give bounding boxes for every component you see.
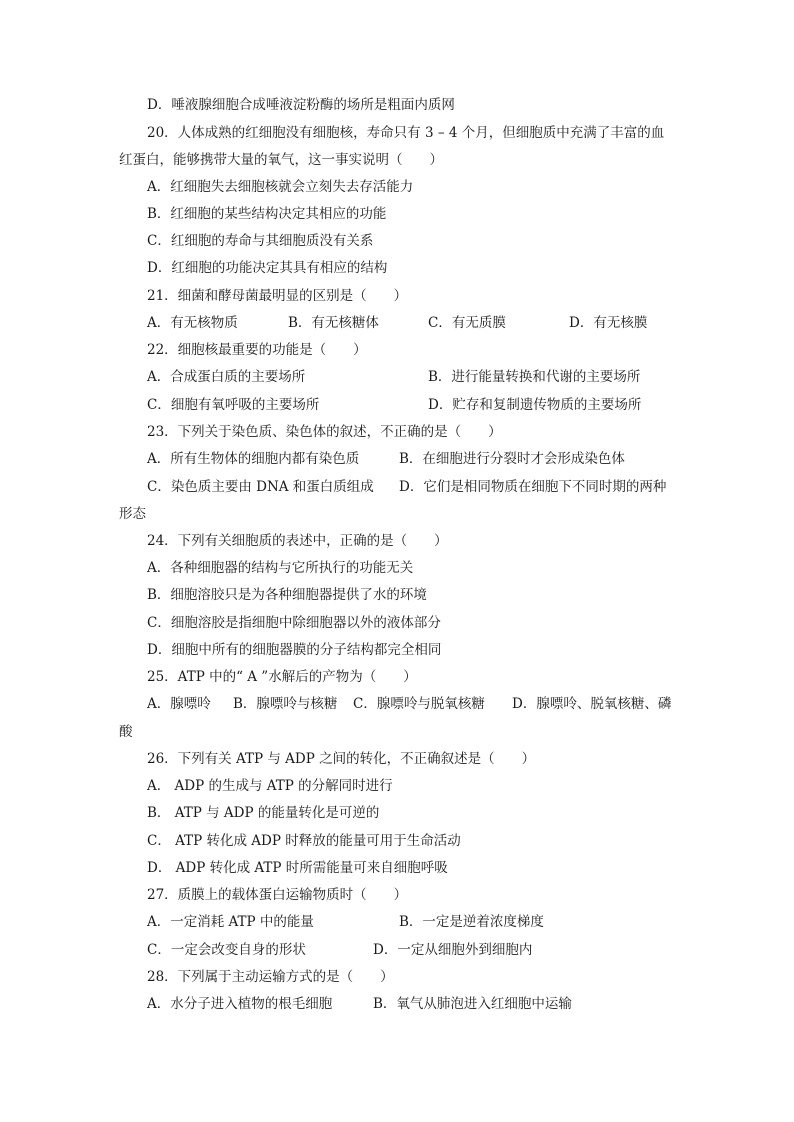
q26-option-c: C． ATP 转化成 ADP 时释放的能量可用于生命活动 xyxy=(147,833,461,849)
q20-option-c: C．红细胞的寿命与其细胞质没有关系 xyxy=(147,233,374,249)
q27-option-d: D．一定从细胞外到细胞内 xyxy=(373,942,533,958)
q21-option-d: D．有无核膜 xyxy=(569,315,648,331)
q20-option-d: D．红细胞的功能决定其具有相应的结构 xyxy=(147,260,388,276)
q22-option-a: A．合成蛋白质的主要场所 xyxy=(147,369,306,385)
q24-option-d: D．细胞中所有的细胞器膜的分子结构都完全相同 xyxy=(147,642,442,658)
q26-stem: 26．下列有关 ATP 与 ADP 之间的转化，不正确叙述是（ ） xyxy=(147,751,536,767)
q22-option-b: B．进行能量转换和代谢的主要场所 xyxy=(428,369,641,385)
q21-option-a: A．有无核物质 xyxy=(147,315,238,331)
q20-stem-line-1: 20．人体成熟的红细胞没有细胞核，寿命只有 3 – 4 个月，但细胞质中充满了丰富的血 xyxy=(147,125,665,141)
q28-option-a: A．水分子进入植物的根毛细胞 xyxy=(147,996,333,1012)
q25-option-d-continuation: 酸 xyxy=(119,724,133,740)
q19-option-d: D．唾液腺细胞合成唾液淀粉酶的场所是粗面内质网 xyxy=(147,97,455,113)
q23-option-a: A．所有生物体的细胞内都有染色质 xyxy=(147,451,360,467)
q22-option-d: D．贮存和复制遗传物质的主要场所 xyxy=(428,397,642,413)
q24-option-b: B．细胞溶胶只是为各种细胞器提供了水的环境 xyxy=(147,587,427,603)
q20-stem-line-2: 红蛋白，能够携带大量的氧气，这一事实说明（ ） xyxy=(119,152,443,168)
q23-option-b: B．在细胞进行分裂时才会形成染色体 xyxy=(399,451,625,467)
q25-stem: 25．ATP 中的“ A ”水解后的产物为（ ） xyxy=(147,669,417,685)
q23-option-d-continuation: 形态 xyxy=(119,506,146,522)
q23-option-d: D．它们是相同物质在细胞下不同时期的两种 xyxy=(399,479,667,495)
q21-option-c: C．有无质膜 xyxy=(428,315,506,331)
q27-option-a: A．一定消耗 ATP 中的能量 xyxy=(147,914,314,930)
q27-option-b: B．一定是逆着浓度梯度 xyxy=(399,914,544,930)
q20-option-a: A．红细胞失去细胞核就会立刻失去存活能力 xyxy=(147,179,414,195)
q26-option-a: A． ADP 的生成与 ATP 的分解同时进行 xyxy=(147,778,393,794)
q24-option-c: C．细胞溶胶是指细胞中除细胞器以外的液体部分 xyxy=(147,615,441,631)
q25-option-a: A．腺嘌呤 xyxy=(147,696,211,712)
q20-option-b: B．红细胞的某些结构决定其相应的功能 xyxy=(147,206,387,222)
q21-stem: 21．细菌和酵母菌最明显的区别是（ ） xyxy=(147,288,408,304)
q22-option-c: C．细胞有氧呼吸的主要场所 xyxy=(147,397,320,413)
q27-stem: 27．质膜上的载体蛋白运输物质时（ ） xyxy=(147,887,408,903)
q23-stem: 23．下列关于染色质、染色体的叙述，不正确的是（ ） xyxy=(147,424,502,440)
q24-option-a: A．各种细胞器的结构与它所执行的功能无关 xyxy=(147,560,414,576)
q24-stem: 24．下列有关细胞质的表述中，正确的是（ ） xyxy=(147,533,448,549)
q28-stem: 28．下列属于主动运输方式的是（ ） xyxy=(147,969,394,985)
q25-option-d: D．腺嘌呤、脱氧核糖、磷 xyxy=(512,696,672,712)
q26-option-b: B． ATP 与 ADP 的能量转化是可逆的 xyxy=(147,805,380,821)
q25-option-c: C．腺嘌呤与脱氧核糖 xyxy=(353,696,485,712)
q28-option-b: B．氧气从肺泡进入红细胞中运输 xyxy=(373,996,572,1012)
q22-stem: 22．细胞核最重要的功能是（ ） xyxy=(147,342,367,358)
q21-option-b: B．有无核糖体 xyxy=(288,315,379,331)
q25-option-b: B．腺嘌呤与核糖 xyxy=(233,696,338,712)
q27-option-c: C．一定会改变自身的形状 xyxy=(147,942,306,958)
q23-option-c: C．染色质主要由 DNA 和蛋白质组成 xyxy=(147,479,374,495)
q26-option-d: D． ADP 转化成 ATP 时所需能量可来自细胞呼吸 xyxy=(147,860,448,876)
